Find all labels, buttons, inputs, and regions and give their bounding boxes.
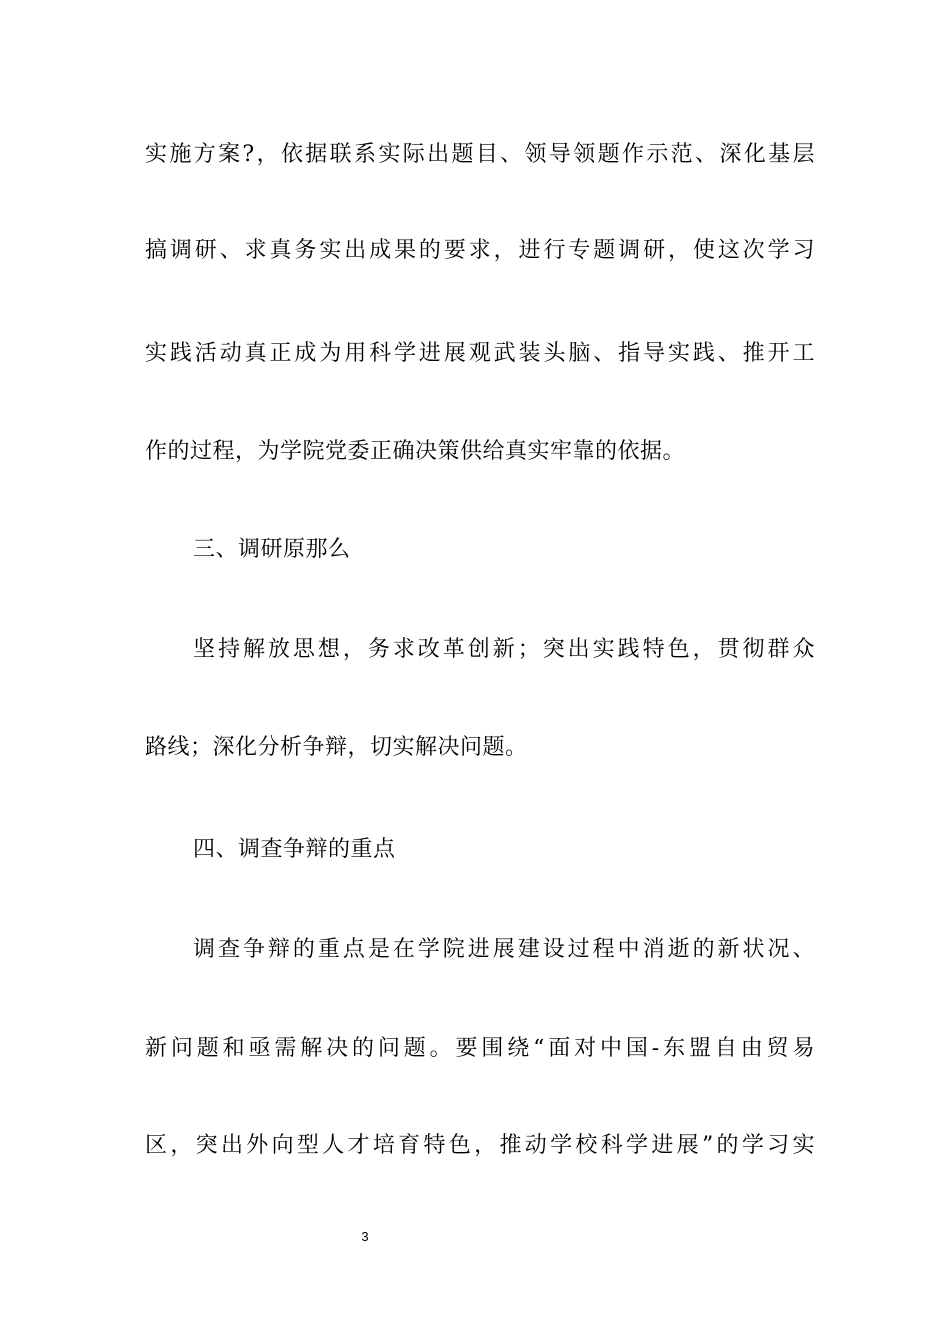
body-text-line: 调查争辩的重点是在学院进展建设过程中消逝的新状况、 [193, 937, 815, 962]
body-text-line: 新问题和亟需解决的问题。要围绕“面对中国-东盟自由贸易 [145, 1036, 815, 1061]
body-text-line: 实施方案?，依据联系实际出题目、领导领题作示范、深化基层 [145, 142, 815, 167]
body-text-line: 实践活动真正成为用科学进展观武装头脑、指导实践、推开工 [145, 341, 815, 366]
body-text-line: 坚持解放思想，务求改革创新；突出实践特色，贯彻群众 [193, 637, 815, 662]
body-text-line: 作的过程，为学院党委正确决策供给真实牢靠的依据。 [145, 439, 686, 464]
page-number: 3 [361, 1229, 369, 1244]
body-text-line: 区，突出外向型人才培育特色，推动学校科学进展”的学习实 [145, 1133, 815, 1158]
section-heading: 三、调研原那么 [193, 537, 351, 562]
body-text-line: 搞调研、求真务实出成果的要求，进行专题调研，使这次学习 [145, 238, 815, 263]
body-text-line: 路线；深化分析争辩，切实解决问题。 [145, 735, 528, 760]
section-heading: 四、调查争辩的重点 [193, 837, 396, 862]
